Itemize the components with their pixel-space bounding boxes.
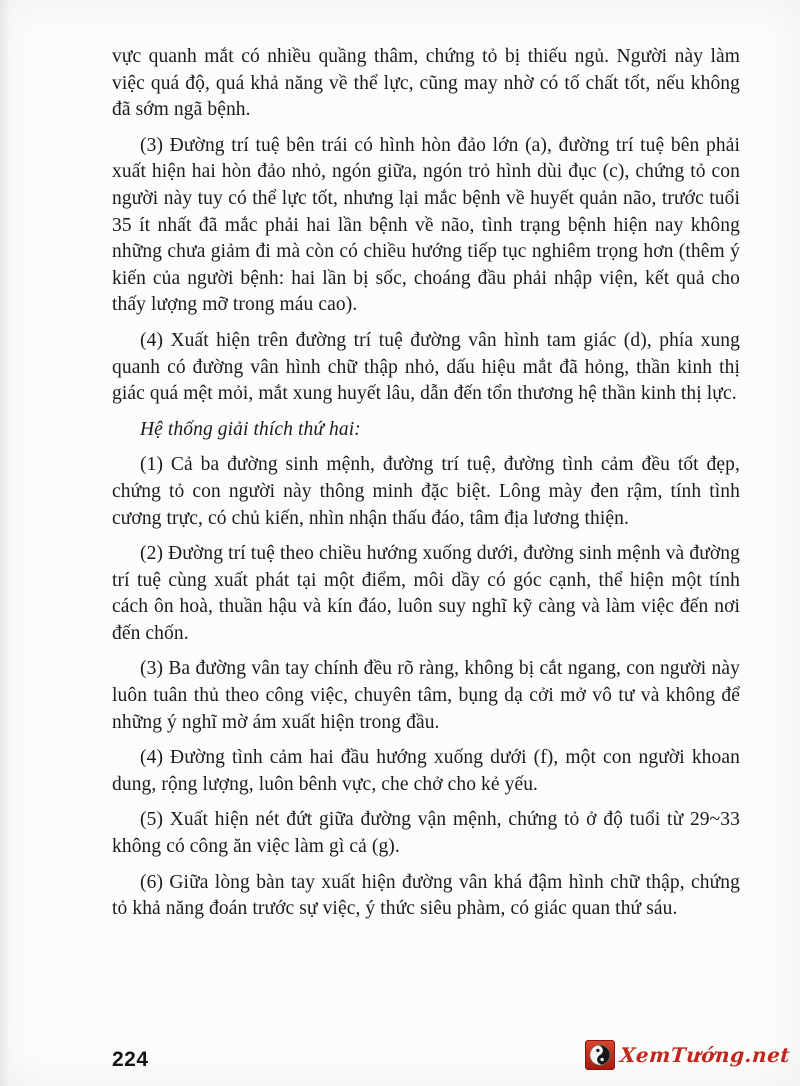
paragraph-item-4: (4) Xuất hiện trên đường trí tuệ đường vân hình tam giác (d), phía xung quanh có đường vân hình chữ thập nhỏ, dấu hiệu mắt đã hỏng, thần kinh thị giác quá mệt mỏi, mắt xung huyết lâu, dẫn đến tổn thương hệ thần kinh thị lực. — [112, 329, 740, 405]
yin-yang-icon — [585, 1040, 615, 1070]
paragraph-continuation: vực quanh mắt có nhiều quầng thâm, chứng tỏ bị thiếu ngủ. Người này làm việc quá độ, quá khả năng về thể lực, cũng may nhờ có tố chất tốt, nếu không đã sớm ngã bệnh. — [112, 46, 740, 121]
paragraph-second-3: (3) Ba đường vân tay chính đều rõ ràng, không bị cắt ngang, con người này luôn tuân thủ theo công việc, chuyên tâm, bụng dạ cởi mở vô tư và không để những ý nghĩ mờ ám xuất hiện trong đầu. — [112, 658, 740, 733]
paragraph-second-6: (6) Giữa lòng bàn tay xuất hiện đường vân khá đậm hình chữ thập, chứng tỏ khả năng đoán trước sự việc, ý thức siêu phàm, có giác quan thứ sáu. — [112, 871, 740, 920]
watermark-site-name: XemTướng.net — [618, 1043, 791, 1067]
scan-edge-shadow — [0, 0, 10, 1086]
paragraph-second-5: (5) Xuất hiện nét đứt giữa đường vận mệnh, chứng tỏ ở độ tuổi từ 29~33 không có công ăn việc làm gì cả (g). — [112, 809, 740, 858]
paragraph-second-4: (4) Đường tình cảm hai đầu hướng xuống dưới (f), một con người khoan dung, rộng lượng, luôn bênh vực, che chở cho kẻ yếu. — [112, 747, 740, 795]
paragraph-second-1: (1) Cả ba đường sinh mệnh, đường trí tuệ, đường tình cảm đều tốt đẹp, chứng tỏ con người này thông minh đặc biệt. Lông mày đen rậm, tính tình cương trực, có chủ kiến, nhìn nhận thấu đáo, tâm địa lương thiện. — [112, 454, 740, 529]
paragraph-second-2: (2) Đường trí tuệ theo chiều hướng xuống dưới, đường sinh mệnh và đường trí tuệ cùng xuất phát tại một điểm, môi dầy có góc cạnh, thể hiện một tính cách ôn hoà, thuần hậu và kín đáo, luôn suy nghĩ kỹ càng và làm việc đến nơi đến chốn. — [112, 543, 740, 644]
paragraph-item-3: (3) Đường trí tuệ bên trái có hình hòn đảo lớn (a), đường trí tuệ bên phải xuất hiện hai hòn đảo nhỏ, ngón giữa, ngón trỏ hình dùi đục (c), chứng tỏ con người này tuy có thể lực tốt, nhưng lại mắc bệnh về huyết quản não, trước tuổi 35 ít nhất đã mắc phải hai lần bệnh về não, tình trạng bệnh hiện nay không những chưa giảm đi mà còn có chiều hướng tiếp tục nghiêm trọng hơn (thêm ý kiến của người bệnh: hai lần bị sốc, choáng đầu phải nhập viện, kết quả cho thấy lượng mỡ trong máu cao). — [112, 134, 740, 316]
section-heading: Hệ thống giải thích thứ hai: — [140, 418, 361, 440]
watermark — [585, 1040, 790, 1070]
page-body — [112, 44, 740, 932]
page-number: 224 — [112, 1048, 149, 1071]
